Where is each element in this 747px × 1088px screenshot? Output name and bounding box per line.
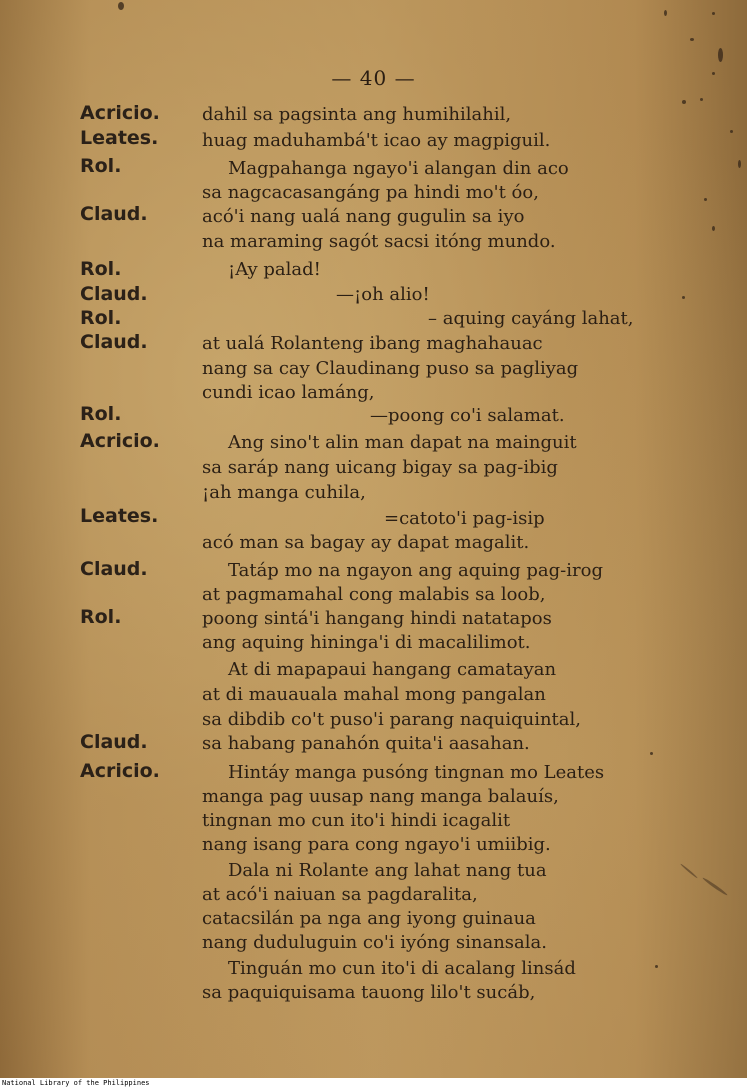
verse-line: sa habang panahón quita'i aasahan. <box>202 733 530 754</box>
speaker-name: Claud. <box>80 558 148 580</box>
stain-speck <box>680 863 698 879</box>
speaker-name: Claud. <box>80 331 148 353</box>
verse-line: catacsilán pa nga ang iyong guinaua <box>202 908 536 929</box>
stain-speck <box>690 38 694 41</box>
verse-line: Dala ni Rolante ang lahat nang tua <box>228 860 547 881</box>
speaker-name: Rol. <box>80 258 122 280</box>
verse-line: at acó'i naiuan sa pagdaralita, <box>202 884 478 905</box>
verse-line: poong sintá'i hangang hindi natatapos <box>202 608 552 629</box>
speaker-name: Leates. <box>80 505 159 527</box>
verse-line: —poong co'i salamat. <box>370 405 565 426</box>
verse-line: At di mapapaui hangang camatayan <box>228 659 557 680</box>
stain-speck <box>664 10 667 16</box>
stain-speck <box>712 226 715 231</box>
stain-speck <box>718 48 723 62</box>
verse-line: huag maduhambá't icao ay magpiguil. <box>202 130 551 151</box>
verse-line: ¡Ay palad! <box>228 259 321 280</box>
verse-line: manga pag uusap nang manga balauís, <box>202 786 559 807</box>
verse-line: nang duduluguin co'i iyóng sinansala. <box>202 932 547 953</box>
verse-line: tingnan mo cun ito'i hindi icagalit <box>202 810 511 831</box>
speaker-name: Claud. <box>80 283 148 305</box>
stain-speck <box>118 2 124 10</box>
stain-speck <box>700 98 703 101</box>
speaker-name: Rol. <box>80 155 122 177</box>
speaker-name: Acricio. <box>80 760 160 782</box>
verse-line: – aquing cayáng lahat, <box>428 308 634 329</box>
speaker-name: Rol. <box>80 606 122 628</box>
verse-line: nang sa cay Claudinang puso sa pagliyag <box>202 358 579 379</box>
verse-line: nang isang para cong ngayo'i umiibig. <box>202 834 551 855</box>
stain-speck <box>730 130 733 133</box>
verse-line: ang aquing hininga'i di macalilimot. <box>202 632 531 653</box>
page-number: — 40 — <box>331 66 416 90</box>
verse-line: sa dibdib co't puso'i parang naquiquintal, <box>202 709 581 730</box>
speaker-name: Leates. <box>80 127 159 149</box>
stain-speck <box>738 160 741 168</box>
stain-speck <box>704 198 707 201</box>
verse-line: sa nagcacasangáng pa hindi mo't óo, <box>202 182 539 203</box>
verse-line: na maraming sagót sacsi itóng mundo. <box>202 231 556 252</box>
stain-speck <box>682 100 686 104</box>
verse-line: Tinguán mo cun ito'i di acalang linsád <box>228 958 576 979</box>
verse-line: at ualá Rolanteng ibang maghahauac <box>202 333 543 354</box>
stain-speck <box>650 752 653 755</box>
verse-line: dahil sa pagsinta ang humihilahil, <box>202 104 512 125</box>
verse-line: at pagmamahal cong malabis sa loob, <box>202 584 546 605</box>
verse-line: cundi icao lamáng, <box>202 382 375 403</box>
verse-line: sa saráp nang uicang bigay sa pag-ibig <box>202 457 558 478</box>
verse-line: Tatáp mo na ngayon ang aquing pag-irog <box>228 560 603 581</box>
speaker-name: Claud. <box>80 731 148 753</box>
stain-speck <box>712 12 715 15</box>
verse-line: sa paquiquisama tauong lilo't sucáb, <box>202 982 536 1003</box>
verse-line: acó'i nang ualá nang gugulin sa iyo <box>202 206 525 227</box>
stain-speck <box>682 296 685 299</box>
verse-line: acó man sa bagay ay dapat magalit. <box>202 532 530 553</box>
verse-line: Ang sino't alin man dapat na mainguit <box>228 432 577 453</box>
verse-line: ¡ah manga cuhila, <box>202 482 366 503</box>
speaker-name: Acricio. <box>80 102 160 124</box>
stain-speck <box>655 965 658 968</box>
speaker-name: Rol. <box>80 403 122 425</box>
speaker-name: Rol. <box>80 307 122 329</box>
stain-speck <box>712 72 715 75</box>
verse-line: =catoto'i pag-isip <box>384 508 545 529</box>
speaker-name: Claud. <box>80 203 148 225</box>
verse-line: Hintáy manga pusóng tingnan mo Leates <box>228 762 605 783</box>
footer-credit: National Library of the Philippines <box>0 1078 747 1088</box>
verse-line: Magpahanga ngayo'i alangan din aco <box>228 158 569 179</box>
verse-line: —¡oh alio! <box>336 284 430 305</box>
speaker-name: Acricio. <box>80 430 160 452</box>
stain-speck <box>702 877 728 897</box>
verse-line: at di mauauala mahal mong pangalan <box>202 684 546 705</box>
